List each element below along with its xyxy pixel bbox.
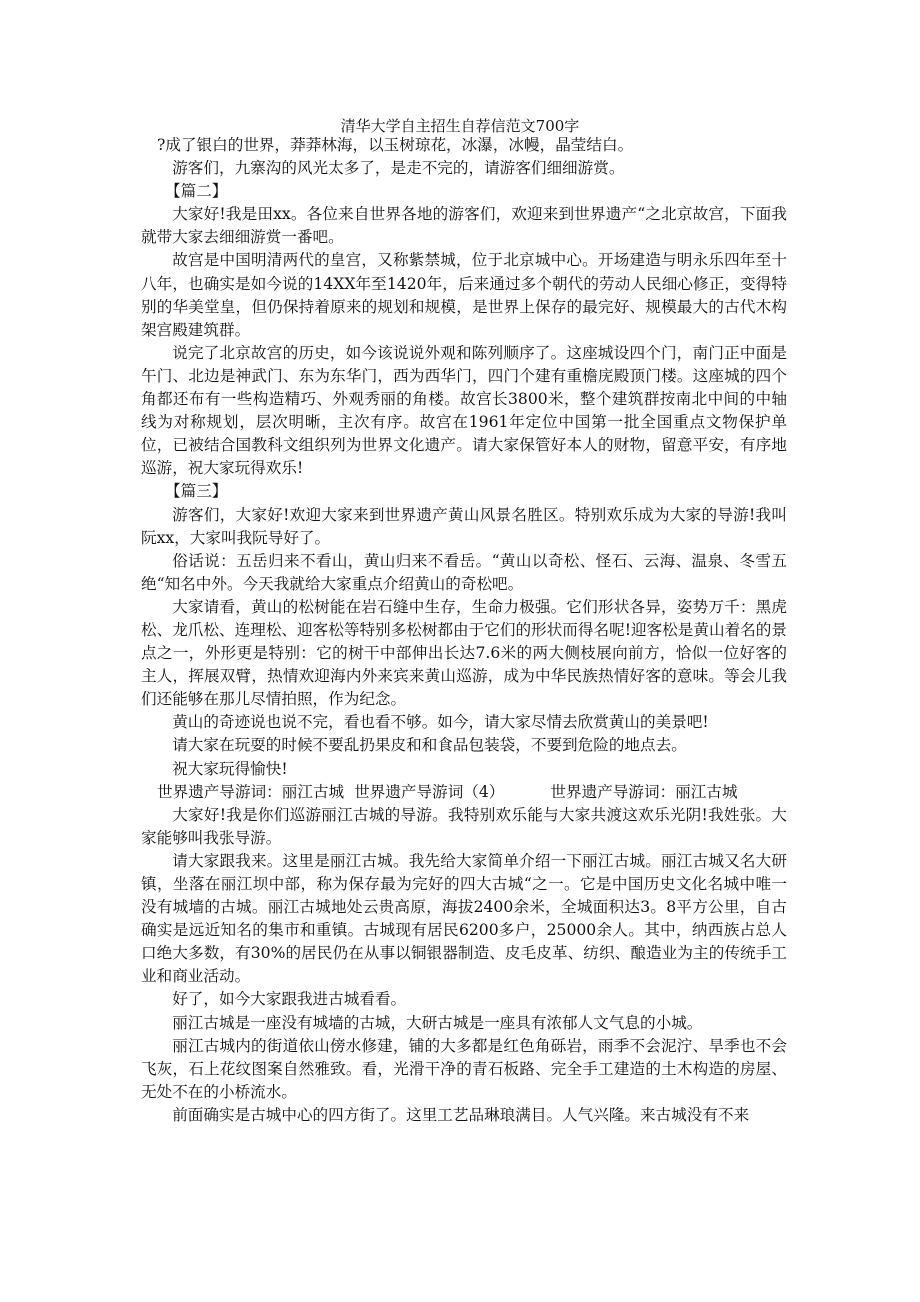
paragraph: 故宫是中国明清两代的皇宫，又称紫禁城，位于北京城中心。开场建造与明永乐四年至十八年，也确实是如今说的14XX年至1420年，后来通过多个朝代的劳动人民细心修正，变得特别的华美堂皇，但仍保持着原来的规划和规模，是世界上保存的最完好、规模最大的古代木构架宫殿建筑群。 [141, 251, 787, 339]
paragraph: 丽江古城内的街道依山傍水修建，铺的大多都是红色角砾岩，雨季不会泥泞、旱季也不会飞灰，石上花纹图案自然雅致。看，光滑干净的青石板路、完全手工建造的土木构造的房屋、无处不在的小桥流水。 [141, 1036, 787, 1101]
subtitle-middle: 世界遗产导游词（4） [354, 782, 505, 801]
paragraph: 好了，如今大家跟我进古城看看。 [172, 990, 407, 1009]
paragraph: 俗话说：五岳归来不看山，黄山归来不看岳。“黄山以奇松、怪石、云海、温泉、冬雪五绝“知名中外。今天我就给大家重点介绍黄山的奇松吧。 [141, 551, 787, 593]
paragraph: 请大家在玩耍的时候不要乱扔果皮和和食品包装袋，不要到危险的地点去。 [172, 736, 687, 755]
paragraph: 游客们，九寨沟的风光太多了，是走不完的，请游客们细细游赏。 [172, 159, 625, 178]
document-title: 清华大学自主招生自荐信范文700字 [340, 117, 580, 135]
paragraph: 大家好!我是你们巡游丽江古城的导游。我特别欢乐能与大家共渡这欢乐光阴!我姓张。大家能够叫我张导游。 [141, 805, 787, 847]
document-body [141, 134, 787, 1127]
paragraph: 说完了北京故宫的历史，如今该说说外观和陈列顺序了。这座城设四个门，南门正中面是午门、北边是神武门、东为东华门，西为西华门，四门个建有重檐庑殿顶门楼。这座城的四个角都还布有一些构造精巧、外观秀丽的角楼。故宫长3800米，整个建筑群按南北中间的中轴线为对称规划，层次明晰，主次有序。故宫在1961年定位中国第一批全国重点文物保护单位，已被结合国教科文组织列为世界文化遗产。请大家保管好本人的财物，留意平安，有序地巡游，祝大家玩得欢乐! [141, 343, 787, 478]
paragraph: ?成了银白的世界，莽莽林海，以玉树琼花，冰瀑，冰幔，晶莹结白。 [157, 136, 634, 154]
paragraph: 大家请看，黄山的松树能在岩石缝中生存，生命力极强。它们形状各异，姿势万千：黑虎松、龙爪松、连理松、迎客松等特别多松树都由于它们的形状而得名呢!迎客松是黄山着名的景点之一，外形更是特别：它的树干中部伸出长达7.6米的两大侧枝展向前方，恰似一位好客的主人，挥展双臂，热情欢迎海内外来宾来黄山巡游，成为中华民族热情好客的意味。等会儿我们还能够在那儿尽情拍照，作为纪念。 [141, 597, 787, 709]
section-heading: 【篇二】 [165, 182, 228, 201]
paragraph: 游客们，大家好!欢迎大家来到世界遗产黄山风景名胜区。特别欢乐成为大家的导游!我叫阮xx，大家叫我阮导好了。 [141, 505, 787, 547]
subtitle-right: 世界遗产导游词：丽江古城 [550, 782, 738, 801]
paragraph: 祝大家玩得愉快! [172, 759, 288, 778]
subtitle-left: 世界遗产导游词：丽江古城 [157, 782, 345, 801]
paragraph: 前面确实是古城中心的四方街了。这里工艺品琳琅满目。人气兴隆。来古城没有不来 [172, 1105, 750, 1124]
paragraph: 丽江古城是一座没有城墙的古城，大研古城是一座具有浓郁人文气息的小城。 [172, 1013, 703, 1032]
section-heading: 【篇三】 [165, 482, 228, 501]
subtitle-line [141, 781, 787, 804]
paragraph: 大家好!我是田xx。各位来自世界各地的游客们，欢迎来到世界遗产“之北京故宫，下面我就带大家去细细游赏一番吧。 [141, 205, 787, 247]
paragraph: 黄山的奇迹说也说不完，看也看不够。如今，请大家尽情去欣赏黄山的美景吧! [172, 713, 709, 732]
paragraph: 请大家跟我来。这里是丽江古城。我先给大家简单介绍一下丽江古城。丽江古城又名大研镇，坐落在丽江坝中部，称为保存最为完好的四大古城“之一。它是中国历史文化名城中唯一没有城墙的古城。丽江古城地处云贵高原，海拔2400余米，全城面积达3。8平方公里，自古确实是远近知名的集市和重镇。古城现有居民6200多户，25000余人。其中，纳西族占总人口绝大多数，有30%的居民仍在从事以铜银器制造、皮毛皮革、纺织、酿造业为主的传统手工业和商业活动。 [141, 851, 787, 986]
